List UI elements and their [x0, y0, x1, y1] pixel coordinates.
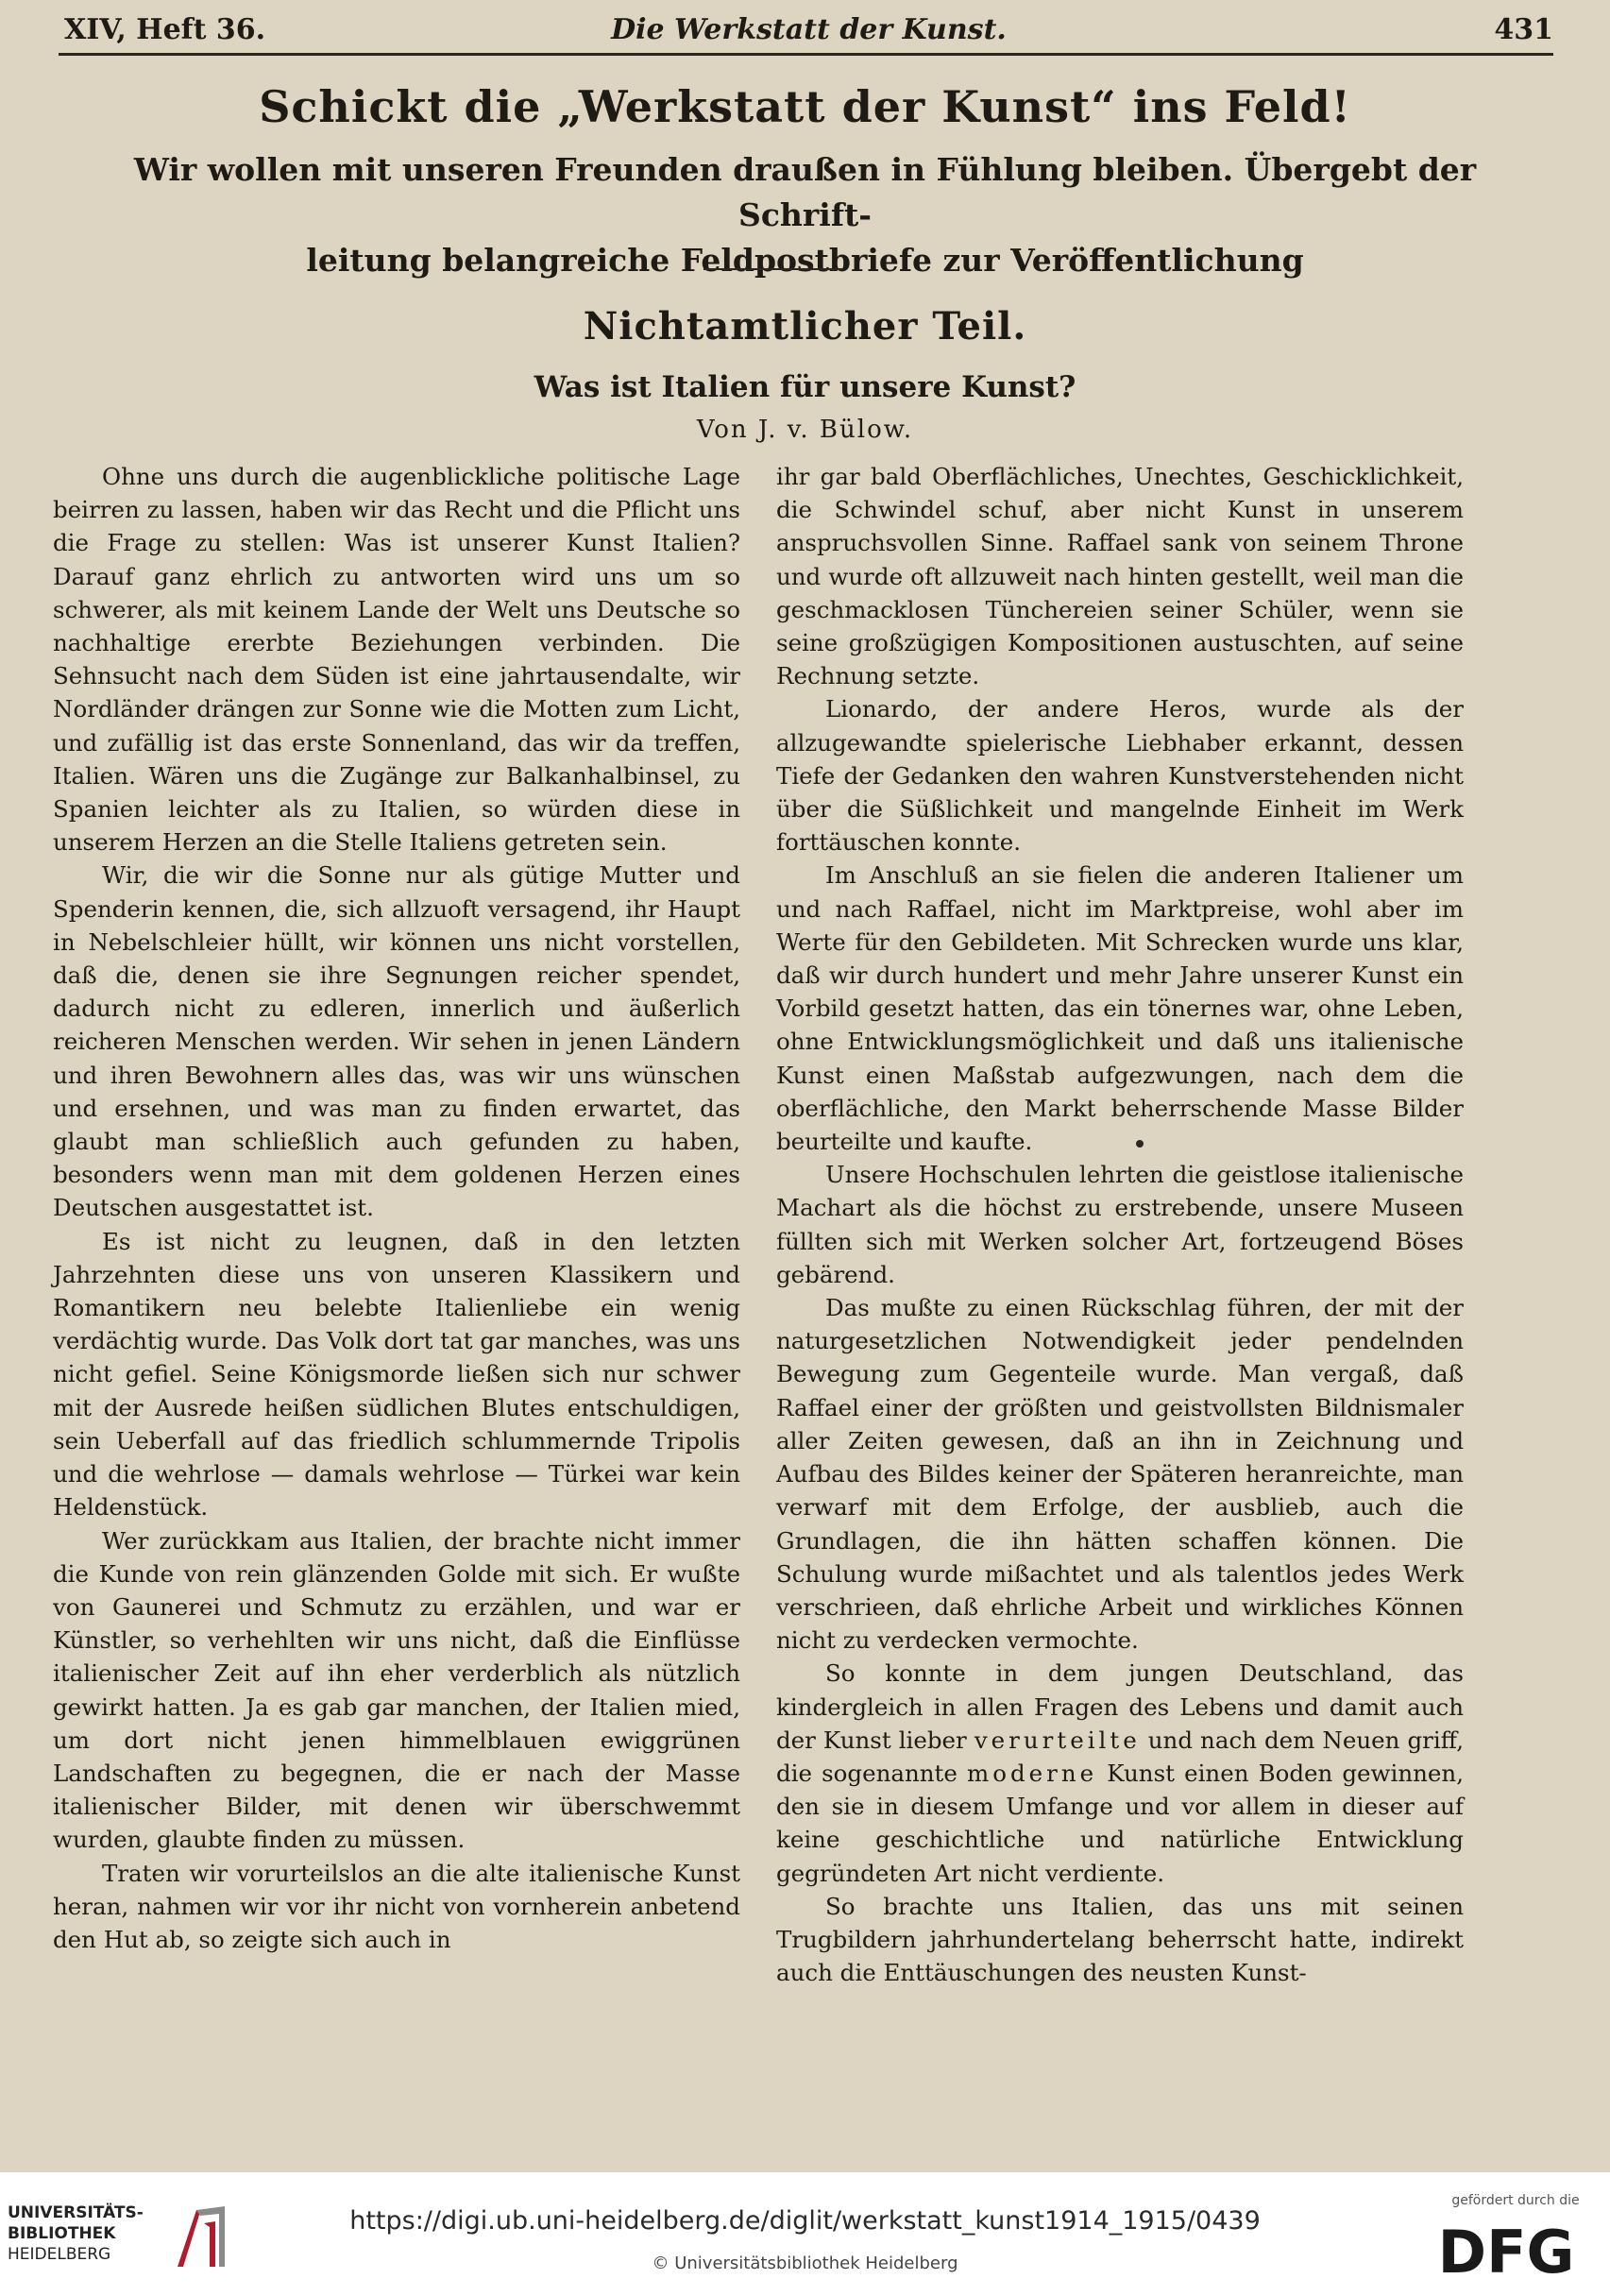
- article-title: Was ist Italien für unsere Kunst?: [534, 370, 1076, 404]
- separator-rule: [703, 268, 843, 270]
- journal-name: Die Werkstatt der Kunst.: [611, 13, 1007, 46]
- paragraph-text: So konnte in dem jungen Deutschland, das kindergleich in allen Fragen des Lebens und damit auch der Kunst lieber: [776, 1659, 1464, 1754]
- library-name-line: UNIVERSITÄTS-: [8, 2203, 144, 2222]
- paragraph: [776, 1657, 1464, 1889]
- library-name-line: BIBLIOTHEK: [8, 2224, 116, 2243]
- dfg-logo-text: DFG: [1437, 2218, 1575, 2286]
- page-number: 431: [1494, 13, 1553, 46]
- paragraph: Unsere Hochschulen lehrten die geistlose italienische Machart als die höchst zu erstrebende, unsere Museen füllten sich mit Werken solcher Art, fortzeugend Böses gebärend.: [776, 1161, 1464, 1288]
- left-column: [53, 460, 740, 1956]
- banner-subtitle-line-2: leitung belangreiche Feldpostbriefe zur Veröffentlichung: [306, 242, 1304, 279]
- paragraph: Das mußte zu einen Rückschlag führen, der mit der naturgesetzlichen Notwendigkeit jeder pendelnden Bewegung zum Gegenteile wurde. Man vergaß, daß Raffael einer der größten und geistvollsten Bildnismaler aller Zeiten gewesen, daß an ihn in Zeichnung und Aufbau des Bildes keiner der Späteren heranreichte, man verwarf mit dem Erfolge, der ausblieb, auch die Grundlagen, die ihn hätten schaffen können. Die Schulung wurde mißachtet und als talentlos jedes Werk verschrieen, daß ehrliche Arbeit und wirkliches Können nicht zu verdecken vermochte.: [776, 1294, 1464, 1655]
- paragraph: So brachte uns Italien, das uns mit seinen Trugbildern jahrhundertelang beherrscht hatte, indirekt auch die Enttäuschungen des neusten Kunst-: [776, 1892, 1464, 1987]
- copyright: © Universitätsbibliothek Heidelberg: [652, 2253, 958, 2273]
- paragraph-continued: ihr gar bald Oberflächliches, Unechtes, Geschicklichkeit, die Schwindel schuf, aber nicht Kunst in unserem anspruchsvollen Sinne. Raffael sank von seinem Throne und wurde oft allzuweit nach hinten gestellt, weil man die geschmacklosen Tünchereien seiner Schüler, wenn sie seine großzügigen Kompositionen austuschten, auf seine Rechnung setzte.: [776, 463, 1464, 690]
- emphasized-word: verurteilte: [974, 1726, 1141, 1754]
- paragraph: Wir, die wir die Sonne nur als gütige Mutter und Spenderin kennen, die, sich allzuoft versagend, ihr Haupt in Nebelschleier hüllt, wir können uns nicht vorstellen, daß die, denen sie ihre Segnungen reicher spendet, dadurch nicht zu edleren, innerlich und äußerlich reicheren Menschen werden. Wir sehen in jenen Ländern und ihren Bewohnern alles das, was wir uns wünschen und ersehnen, und was man zu finden erwartet, das glaubt man schließlich auch gefunden zu haben, besonders wenn man mit dem goldenen Herzen eines Deutschen ausgestattet ist.: [53, 861, 740, 1222]
- banner-subtitle: [66, 147, 1544, 283]
- paragraph: Lionardo, der andere Heros, wurde als der allzugewandte spielerische Liebhaber erkannt, dessen Tiefe der Gedanken den wahren Kunstverstehenden nicht über die Süßlichkeit und mangelnde Einheit im Werk forttäuschen konnte.: [776, 695, 1464, 857]
- right-column: [776, 460, 1464, 1989]
- banner-subtitle-line-1: Wir wollen mit unseren Freunden draußen in Fühlung bleiben. Übergebt der Schrift-: [133, 151, 1477, 233]
- paragraph: Ohne uns durch die augenblickliche politische Lage beirren zu lassen, haben wir das Recht und die Pflicht uns die Frage zu stellen: Was ist unserer Kunst Italien? Darauf ganz ehrlich zu antworten wird uns um so schwerer, als mit keinem Lande der Welt uns Deutsche so nachhaltige ererbte Beziehungen verbinden. Die Sehnsucht nach dem Süden ist eine jahrtausendalte, wir Nordländer drängen zur Sonne wie die Motten zum Licht, und zufällig ist das erste Sonnenland, das wir da treffen, Italien. Wären uns die Zugänge zur Balkanhalbinsel, zu Spanien leichter als zu Italien, so würden diese in unserem Herzen an die Stelle Italiens getreten sein.: [53, 463, 740, 857]
- ink-dot: [1136, 1140, 1144, 1148]
- digitization-footer: [0, 2172, 1610, 2296]
- paragraph-text: Kunst einen Boden gewinnen, den sie in diesem Umfange und vor allem in dieser auf keine geschichtliche und natürliche Entwicklung gegründeten Art nicht verdiente.: [776, 1759, 1464, 1887]
- permalink-text[interactable]: https://digi.ub.uni-heidelberg.de/diglit/werkstatt_kunst1914_1915/0439: [349, 2206, 1261, 2236]
- permalink[interactable]: [0, 2206, 1610, 2236]
- paragraph: Es ist nicht zu leugnen, daß in den letzten Jahrzehnten diese uns von unseren Klassikern und Romantikern neu belebte Italienliebe ein wenig verdächtig wurde. Das Volk dort tat gar manches, was uns nicht gefiel. Seine Königsmorde ließen sich nur schwer mit der Ausrede heißen südlichen Blutes entschuldigen, sein Ueberfall auf das friedlich schlummernde Tripolis und die wehrlose — damals wehrlose — Türkei war kein Heldenstück.: [53, 1227, 740, 1522]
- paragraph-text: und nach dem Neuen griff, die sogenannte: [776, 1726, 1465, 1787]
- library-name-line: HEIDELBERG: [8, 2245, 111, 2264]
- header-rule: [59, 53, 1553, 56]
- paragraph: [776, 859, 1464, 1158]
- byline: Von J. v. Bülow.: [696, 416, 914, 444]
- funding-caption: gefördert durch die: [1451, 2193, 1580, 2208]
- paragraph: Wer zurückkam aus Italien, der brachte nicht immer die Kunde von rein glänzenden Golde mit sich. Er wußte von Gaunerei und Schmutz zu erzählen, und war er Künstler, so verhehlten wir uns nicht, daß die Einflüsse italienischer Zeit auf ihn eher verderblich als nützlich gewirkt hatten. Ja es gab gar manchen, der Italien mied, um dort nicht jenen himmelblauen ewiggrünen Landschaften zu begegnen, die er nach der Masse italienischer Bilder, mit denen wir überschwemmt wurden, glaubte finden zu müssen.: [53, 1526, 740, 1854]
- emphasized-word: moderne: [967, 1759, 1098, 1787]
- paragraph-text: Im Anschluß an sie fielen die anderen Italiener um und nach Raffael, nicht im Marktpreise, wohl aber im Werte für den Gebildeten. Mit Schrecken wurde uns klar, daß wir durch hundert und mehr Jahre unserer Kunst ein Vorbild gesetzt hatten, das ein tönernes war, ohne Leben, ohne Entwicklungsmöglichkeit und daß uns italienische Kunst einen Maßstab aufgezwungen, nach dem die oberflächliche, den Markt beherrschende Masse Bilder beurteilte und kaufte.: [776, 861, 1464, 1156]
- issue-number: XIV, Heft 36.: [64, 13, 266, 46]
- paragraph: Traten wir vorurteilslos an die alte italienische Kunst heran, nahmen wir vor ihr nicht von vornherein anbetend den Hut ab, so zeigte sich auch in: [53, 1859, 740, 1953]
- dfg-logo-icon[interactable]: [1431, 2210, 1582, 2286]
- running-head: [64, 8, 1553, 55]
- section-title: Nichtamtlicher Teil.: [583, 304, 1027, 349]
- banner-title: Schickt die „Werkstatt der Kunst“ ins Feld!: [259, 81, 1351, 132]
